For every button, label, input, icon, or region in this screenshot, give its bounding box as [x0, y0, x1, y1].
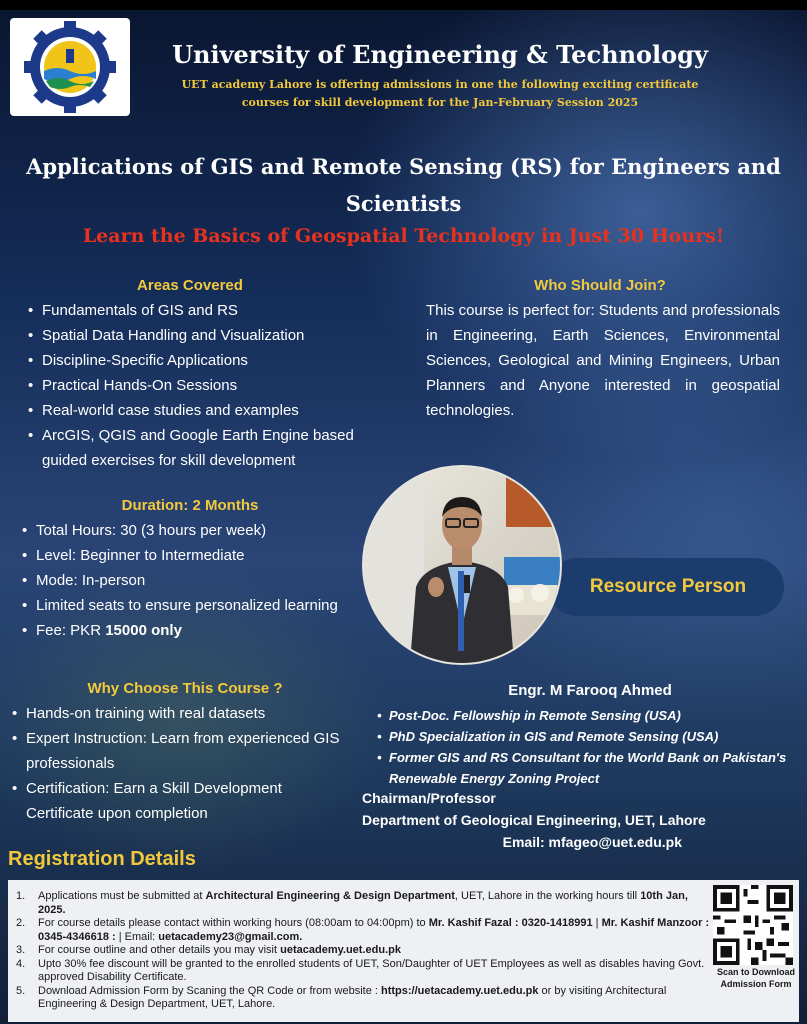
- list-item: [16, 958, 716, 985]
- text: , UET, Lahore in the working hours till: [454, 890, 641, 902]
- list-item: • Total Hours: 30 (3 hours per week): [20, 518, 350, 543]
- qr-caption: [706, 966, 806, 990]
- list-item: • Discipline-Specific Applications: [26, 348, 376, 373]
- text: Applications must be submitted at: [38, 890, 206, 902]
- registration-box: [8, 880, 799, 1022]
- top-border: [0, 0, 807, 10]
- list-item: • Limited seats to ensure personalized learning: [20, 593, 350, 618]
- course-tagline: Learn the Basics of Geospatial Technology in Just 30 Hours!: [82, 225, 725, 247]
- who-heading: Who Should Join?: [534, 277, 666, 294]
- list-item: • Post-Doc. Fellowship in Remote Sensing (USA): [375, 705, 795, 726]
- website-link[interactable]: uetacademy.uet.edu.pk: [280, 944, 401, 956]
- resource-person-name: Engr. M Farooq Ahmed: [508, 682, 672, 699]
- areas-list: [26, 298, 376, 473]
- list-item: • Mode: In-person: [20, 568, 350, 593]
- list-item: [16, 890, 716, 917]
- list-item: • Hands-on training with real datasets: [10, 701, 350, 726]
- text: uetacademy23@gmail.com.: [158, 930, 303, 943]
- course-title-line-2: Scientists: [345, 191, 462, 216]
- fee-value: 15000 only: [105, 622, 182, 639]
- list-item: [16, 917, 716, 944]
- intro-line-1: UET academy Lahore is offering admissions in one the following exciting certificate: [181, 78, 699, 91]
- item-number: 1.: [16, 890, 26, 902]
- course-title-line-1: Applications of GIS and Remote Sensing (RS) for Engineers and: [26, 154, 781, 179]
- list-item: • Certification: Earn a Skill Development Certificate upon completion: [10, 776, 350, 826]
- text: For course outline and other details you may visit: [38, 944, 281, 956]
- list-item: • Expert Instruction: Learn from experienced GIS professionals: [10, 726, 350, 776]
- list-item: • Level: Beginner to Intermediate: [20, 543, 350, 568]
- list-item: • Real-world case studies and examples: [26, 398, 376, 423]
- intro-line-2: courses for skill development for the Jan-February Session 2025: [241, 96, 639, 109]
- list-item: [16, 944, 716, 958]
- list-item: • ArcGIS, QGIS and Google Earth Engine based guided exercises for skill development: [26, 423, 376, 473]
- course-title: [10, 148, 797, 222]
- qr-caption-line-1: Scan to Download: [716, 967, 795, 977]
- text: Mr. Kashif Fazal : 0320-1418991: [428, 917, 593, 929]
- list-item: • Practical Hands-On Sessions: [26, 373, 376, 398]
- resource-person-email: Email: mfageo@uet.edu.pk: [502, 834, 682, 850]
- list-item: [16, 985, 716, 1012]
- list-item: • Spatial Data Handling and Visualization: [26, 323, 376, 348]
- resource-person-label: Resource Person: [589, 576, 747, 597]
- item-number: 4.: [16, 957, 26, 970]
- registration-heading: Registration Details: [8, 848, 196, 870]
- who-text: This course is perfect for: Students and professionals in Engineering, Earth Sciences, Environmental Sciences, Geological and Mining Engineers, Urban Planners and Anyone interested in geospatial technologies.: [426, 302, 780, 419]
- qr-code-icon[interactable]: [713, 885, 793, 965]
- list-item: • PhD Specialization in GIS and Remote Sensing (USA): [375, 726, 795, 747]
- intro-text: [150, 76, 730, 112]
- text: Upto 30% fee discount will be granted to the enrolled students of UET, Son/Daughter of UET Employees as well as disables having Govt. approved Disability Certificate.: [38, 957, 705, 983]
- credentials-list: [375, 705, 795, 789]
- resource-person-department: Department of Geological Engineering, UET, Lahore: [362, 812, 706, 828]
- registration-list: [16, 890, 716, 1012]
- qr-caption-line-2: Admission Form: [720, 979, 792, 989]
- item-number: 2.: [16, 917, 26, 929]
- list-item: • Fundamentals of GIS and RS: [26, 298, 376, 323]
- text: |: [592, 917, 602, 929]
- text: 10th Jan, 2025.: [38, 890, 688, 916]
- list-item-fee: [20, 618, 350, 643]
- areas-heading: Areas Covered: [137, 277, 243, 294]
- university-title: University of Engineering & Technology: [172, 40, 708, 69]
- list-item: • Former GIS and RS Consultant for the World Bank on Pakistan's Renewable Energy Zoning Project: [375, 747, 795, 789]
- text: For course details please contact within working hours (08:00am to 04:00pm) to: [38, 917, 429, 929]
- text: Download Admission Form by Scaning the QR Code or from website :: [38, 984, 381, 997]
- text: Mr. Kashif Manzoor : 0345-4346618 :: [38, 917, 710, 943]
- why-list: [10, 701, 350, 826]
- resource-person-photo: [362, 465, 562, 665]
- duration-list: [20, 518, 350, 643]
- item-number: 5.: [16, 984, 26, 997]
- download-link[interactable]: https://uetacademy.uet.edu.pk: [380, 984, 539, 997]
- text: | Email:: [115, 930, 159, 943]
- text: or by visiting Architectural Engineering & Design Department, UET, Lahore.: [38, 984, 667, 1010]
- item-number: 3.: [16, 944, 26, 956]
- resource-person-role: Chairman/Professor: [362, 790, 496, 806]
- why-heading: Why Choose This Course ?: [87, 680, 283, 697]
- uet-logo-icon: [10, 18, 130, 116]
- text: Architectural Engineering & Design Department: [205, 890, 455, 902]
- duration-heading: Duration: 2 Months: [121, 497, 259, 514]
- fee-label: Fee: PKR: [36, 622, 106, 639]
